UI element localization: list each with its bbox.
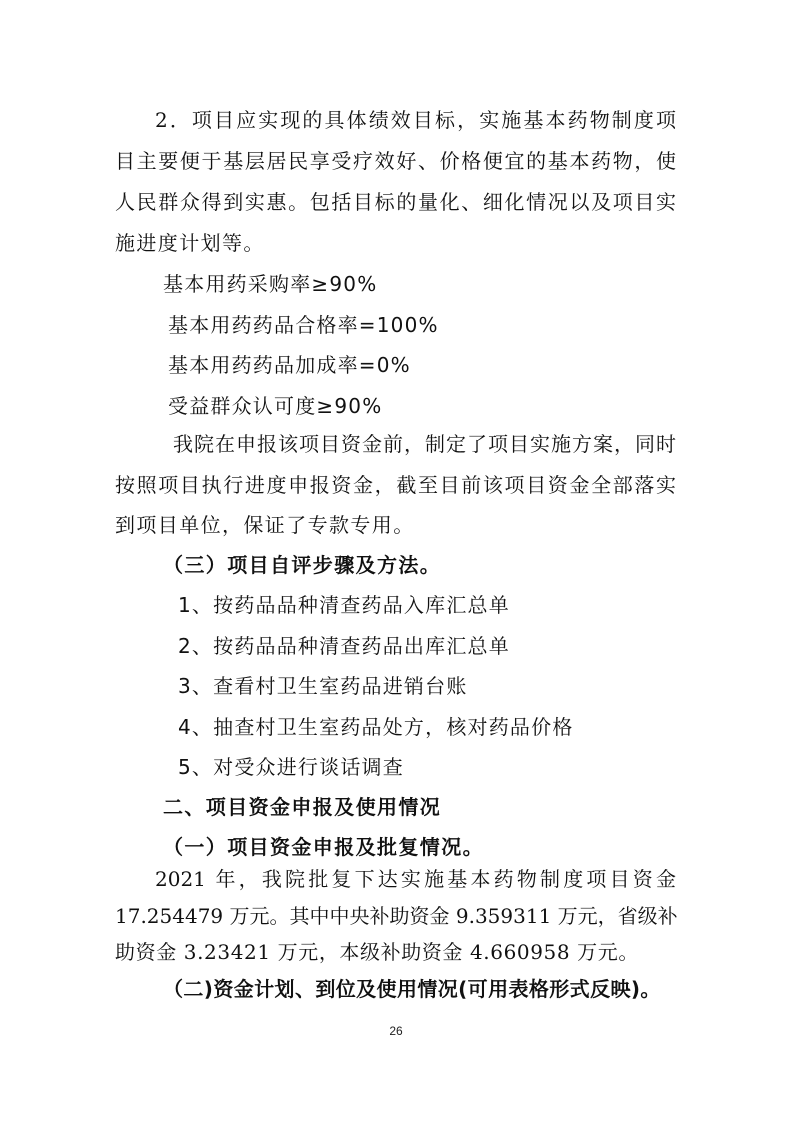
subsection-heading: （二)资金计划、到位及使用情况(可用表格形式反映)。 [163, 977, 661, 1001]
paragraph-line: 目主要便于基层居民享受疗效好、价格便宜的基本药物，使 [115, 149, 676, 173]
target-item: 受益群众认可度≥90% [168, 394, 383, 418]
paragraph-line: 按照项目执行进度申报资金，截至目前该项目资金全部落实 [115, 473, 676, 497]
paragraph-line: 到项目单位，保证了专款专用。 [115, 513, 415, 537]
paragraph-line: 2021 年，我院批复下达实施基本药物制度项目资金 [155, 867, 676, 891]
target-item: 基本用药采购率≥90% [163, 272, 378, 296]
target-item: 基本用药药品合格率=100% [168, 313, 439, 337]
step-item: 5、对受众进行谈话调查 [178, 755, 404, 779]
paragraph-line: 17.254479 万元。其中中央补助资金 9.359311 万元，省级补 [115, 904, 678, 928]
step-item: 3、查看村卫生室药品进销台账 [178, 674, 468, 698]
paragraph-line: 助资金 3.23421 万元，本级补助资金 4.660958 万元。 [115, 940, 639, 964]
section-heading: 二、项目资金申报及使用情况 [163, 795, 442, 819]
subsection-heading: （一）项目资金申报及批复情况。 [163, 835, 484, 859]
paragraph-line: 2．项目应实现的具体绩效目标，实施基本药物制度项 [155, 108, 676, 132]
paragraph-line: 人民群众得到实惠。包括目标的量化、细化情况以及项目实 [115, 190, 676, 214]
page-number: 26 [389, 1024, 403, 1038]
paragraph-line: 施进度计划等。 [115, 231, 265, 255]
target-item: 基本用药药品加成率=0% [168, 353, 411, 377]
step-item: 1、按药品品种清查药品入库汇总单 [178, 593, 510, 617]
step-item: 2、按药品品种清查药品出库汇总单 [178, 634, 510, 658]
subsection-heading: （三）项目自评步骤及方法。 [163, 553, 442, 577]
paragraph-line: 我院在申报该项目资金前，制定了项目实施方案，同时 [173, 432, 676, 456]
step-item: 4、抽查村卫生室药品处方，核对药品价格 [178, 715, 574, 739]
